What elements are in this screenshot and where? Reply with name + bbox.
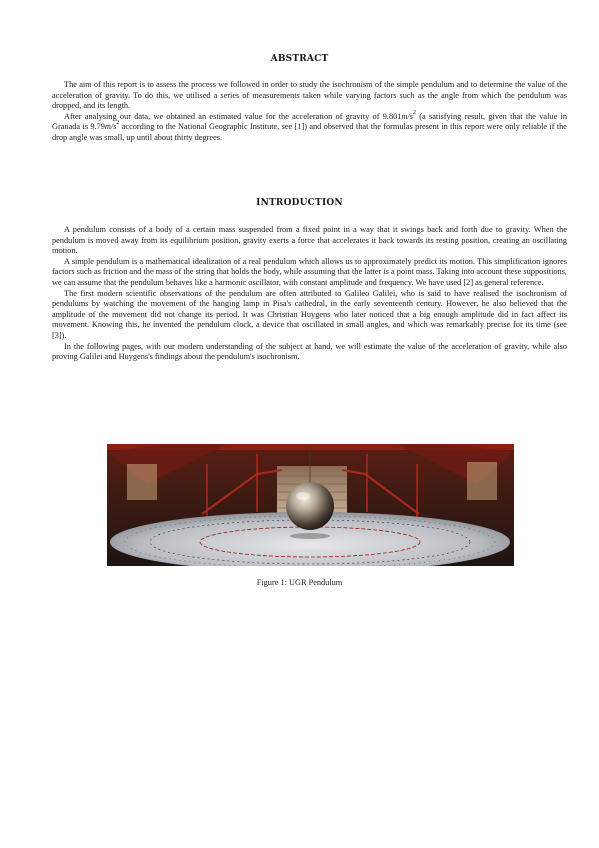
introduction-body — [52, 225, 567, 363]
abstract-heading: ABSTRACT — [270, 54, 329, 64]
figure-caption: Figure 1: UGR Pendulum — [256, 578, 343, 587]
pendulum-photo — [107, 444, 514, 566]
abstract-body — [52, 80, 567, 144]
intro-paragraph-3: The first modern scientific observations of the pendulum are often attributed to Galileo Galilei, who is said to have realised the isochronism of pendulums by watching the movement of the hanging lamp in Pisa's cathedral, in the early seventeenth century. However, he also believed that the amplitude of the movement did not change its period. It was Christian Huygens who later noticed that a big enough amplitude did in fact affect its movement. Knowing this, he invented the pendulum clock, a device that oscillated in small angles, and which was remarkably precise for its time (see [3]). — [52, 288, 567, 340]
abstract-paragraph-2: After analysing our data, we obtained an estimated value for the acceleration of gravity of $9.801m/s^2$ (a satisfying result, given that the value in Granada is $9.79m/s^2$ according to the National Geographic Institute, see [1]) and observed that the formulas present in this report were only reliable if the drop angle was small, up until about thirty degrees. — [52, 109, 567, 142]
intro-paragraph-1: A pendulum consists of a body of a certain mass suspended from a fixed point in a way that it swings back and forth due to gravity. When the pendulum is moved away from its equilibrium position, gravity exerts a force that accelerates it back towards its resting position, creating an oscillating motion. — [52, 225, 567, 256]
intro-paragraph-4: In the following pages, with our modern understanding of the subject at hand, we will estimate the value of the acceleration of gravity, while also proving Galilei and Huygens's findings about the pendulum's isochronism. — [52, 341, 567, 362]
pendulum-photo-illustration — [107, 444, 514, 566]
intro-paragraph-2: A simple pendulum is a mathematical idealization of a real pendulum which allows us to approximately predict its motion. This simplification ignores factors such as friction and the mass of the string that holds the body, while assuming that the latter is a point mass. Taking into account these suppositions, we can assume that the pendulum behaves like a harmonic oscillator, with constant amplitude and frequency. We have used [2] as general reference. — [52, 256, 567, 287]
introduction-heading: INTRODUCTION — [256, 198, 343, 208]
abstract-paragraph-1: The aim of this report is to assess the process we followed in order to study the isochronism of the simple pendulum and to determine the value of the acceleration of gravity. To do this, we utilised a series of measurements taken while varying factors such as the angle from which the pendulum was dropped, and its length. — [52, 80, 567, 111]
